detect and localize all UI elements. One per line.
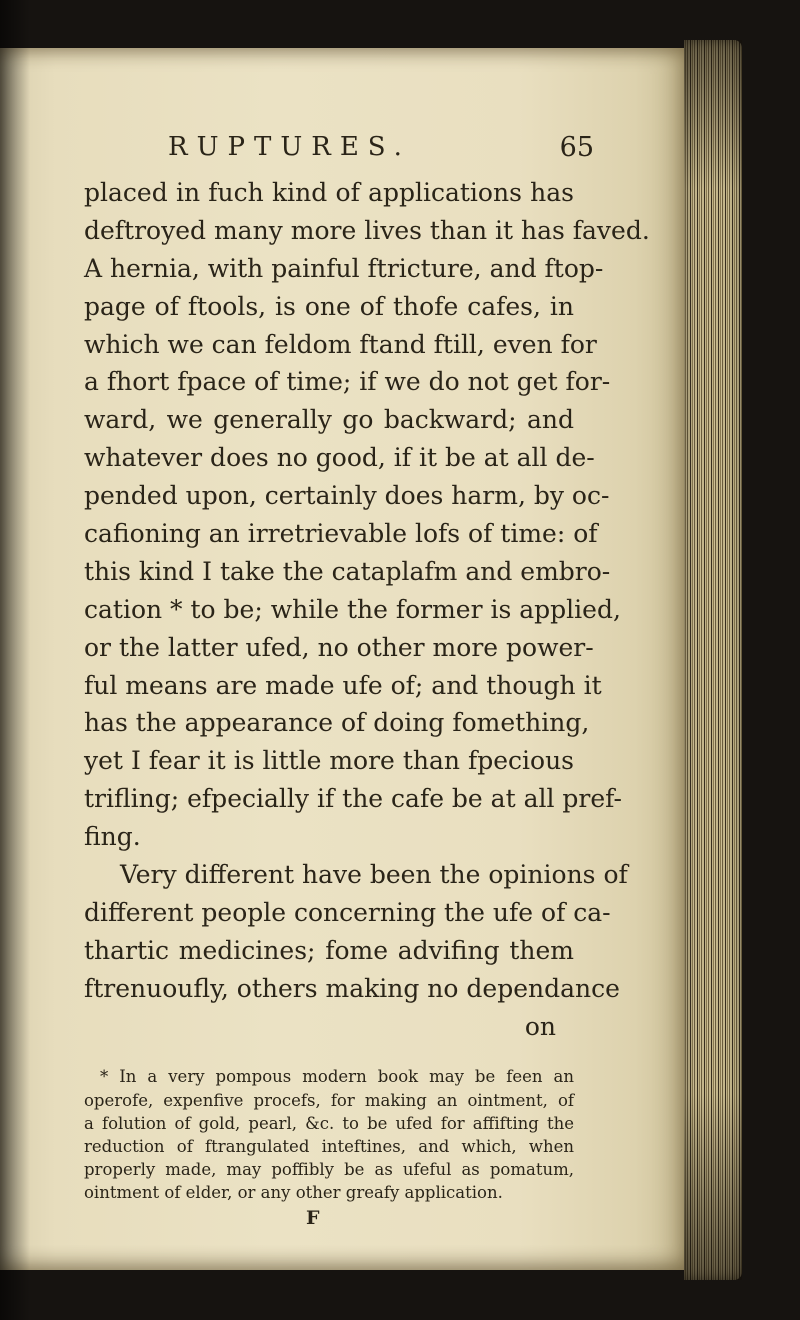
- footnote-line: properly made, may poffibly be as ufeful as pomatum,: [84, 1160, 574, 1180]
- running-header: [168, 132, 594, 174]
- body-line: ward, we generally go backward; and: [84, 405, 574, 435]
- body-line: has the appearance of doing fomething,: [84, 708, 590, 738]
- page-number: 65: [559, 132, 594, 163]
- signature-mark: F: [306, 1206, 320, 1229]
- body-line: page of ftools, is one of thofe cafes, in: [84, 291, 574, 321]
- footnote-line: ointment of elder, or any other greafy application.: [84, 1183, 503, 1203]
- body-line: cafioning an irretrievable lofs of time: of: [84, 519, 598, 549]
- footnote-line: a folution of gold, pearl, &c. to be ufed for affifting the: [84, 1113, 574, 1133]
- footnote-line: reduction of ftrangulated inteftines, and which, when: [84, 1137, 574, 1157]
- footnote: [84, 1065, 574, 1204]
- body-line: pended upon, certainly does harm, by oc-: [84, 481, 610, 511]
- body-line: fing.: [84, 822, 141, 852]
- body-line: whatever does no good, if it be at all de-: [84, 443, 595, 473]
- body-line: or the latter ufed, no other more power-: [84, 632, 594, 662]
- body-line: A hernia, with painful ftricture, and ftop-: [84, 253, 604, 283]
- body-line: a fhort fpace of time; if we do not get for-: [84, 367, 611, 397]
- catchword: on: [524, 1011, 556, 1041]
- body-text: [84, 174, 650, 1045]
- body-line: Very different have been the opinions of: [120, 860, 628, 890]
- body-line: this kind I take the cataplafm and embro-: [84, 556, 611, 586]
- running-title: RUPTURES.: [168, 132, 411, 162]
- footnote-line: operofe, expenfive procefs, for making an ointment, of: [84, 1090, 574, 1110]
- spine-shadow: [0, 0, 30, 1320]
- body-line: different people concerning the ufe of ca-: [84, 897, 611, 927]
- footnote-line: * In a very pompous modern book may be feen an: [100, 1067, 574, 1087]
- body-line: yet I fear it is little more than fpecious: [84, 746, 574, 776]
- body-line: cation * to be; while the former is applied,: [84, 594, 621, 624]
- text-block: [84, 132, 650, 1231]
- body-line: deftroyed many more lives than it has faved.: [84, 215, 650, 245]
- page-edges: [684, 40, 742, 1280]
- body-line: placed in fuch kind of applications has: [84, 178, 574, 207]
- body-line: thartic medicines; fome advifing them: [84, 935, 574, 965]
- body-line: ftrenuoufly, others making no dependance: [84, 973, 620, 1003]
- body-line: trifling; efpecially if the cafe be at all pref-: [84, 784, 622, 814]
- body-line: ful means are made ufe of; and though it: [84, 670, 602, 700]
- body-line: which we can feldom ftand ftill, even for: [84, 329, 597, 359]
